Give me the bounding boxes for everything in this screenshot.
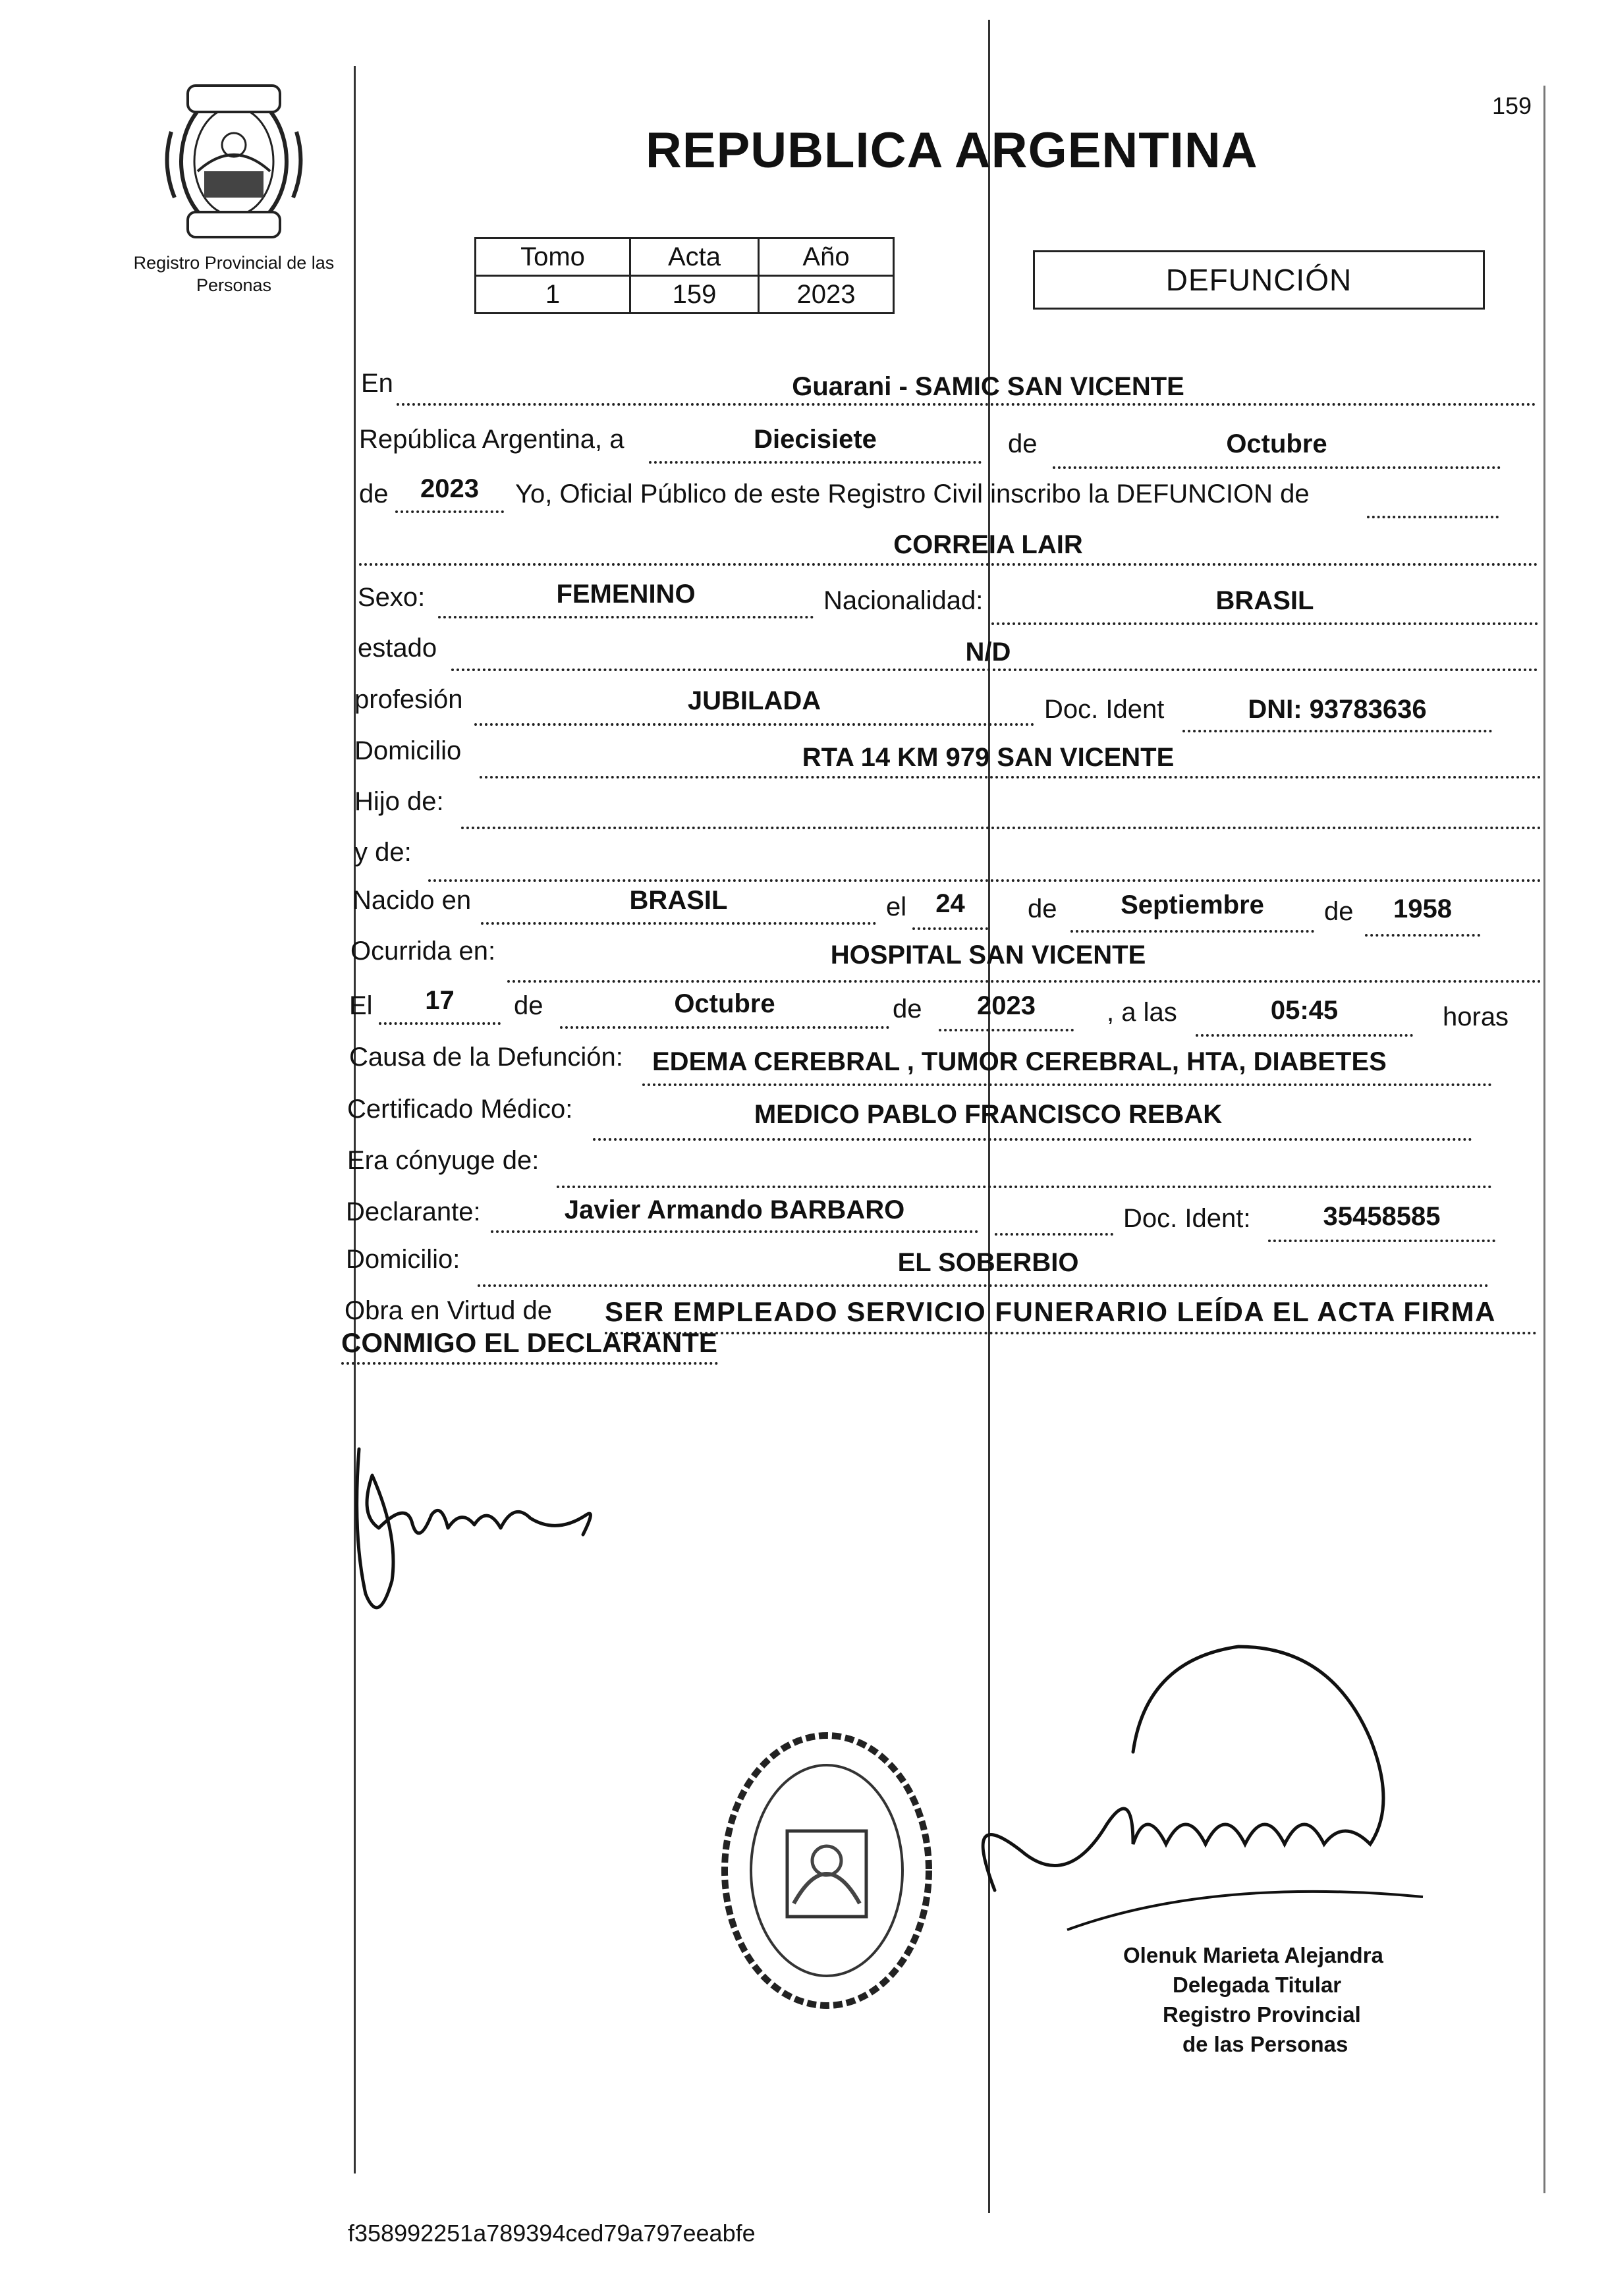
dotline-mes <box>1053 466 1501 469</box>
label-causa: Causa de la Defunción: <box>349 1043 623 1072</box>
stamp-official-name: Olenuk Marieta Alejandra <box>1123 1943 1383 1967</box>
stamp-registry-line1: Registro Provincial <box>1163 2002 1361 2027</box>
label-de-def-anio: de <box>893 995 922 1024</box>
dotline-hijo-de <box>461 827 1541 829</box>
value-certificado: MEDICO PABLO FRANCISCO REBAK <box>754 1100 1223 1129</box>
dotline-y-de <box>428 879 1541 882</box>
dotline-hora <box>1196 1034 1413 1037</box>
province-seal <box>158 72 310 244</box>
label-estado: estado <box>358 634 437 663</box>
label-el: el <box>886 892 907 921</box>
value-domicilio: RTA 14 KM 979 SAN VICENTE <box>802 743 1175 772</box>
dotline-estado <box>451 669 1538 671</box>
value-domicilio-declarante: EL SOBERBIO <box>897 1248 1079 1277</box>
dotline-obra-line2 <box>341 1362 718 1365</box>
label-hijo-de: Hijo de: <box>354 787 444 816</box>
dotline-causa <box>642 1083 1492 1086</box>
dotline-nacionalidad <box>991 622 1538 625</box>
dotline-nac-mes <box>1070 930 1314 933</box>
tomo-acta-anio-table <box>474 237 895 314</box>
header-anio: Año <box>759 238 894 276</box>
label-ocurrida-en: Ocurrida en: <box>350 937 496 966</box>
dotline-def-mes <box>560 1026 889 1029</box>
dotline-ocurrida-en <box>507 980 1541 983</box>
registry-label: Registro Provincial de las Personas <box>133 253 335 295</box>
value-obra-line2: CONMIGO EL DECLARANTE <box>341 1327 717 1358</box>
declarant-signature <box>333 1436 609 1633</box>
dotline-domicilio <box>480 776 1541 779</box>
value-tomo: 1 <box>476 276 630 314</box>
label-domicilio-declarante: Domicilio: <box>346 1245 460 1274</box>
value-nac-anio: 1958 <box>1393 894 1452 923</box>
label-obra-en-virtud: Obra en Virtud de <box>345 1296 553 1325</box>
label-de-nac-anio: de <box>1324 897 1354 926</box>
value-mes: Octubre <box>1226 429 1327 458</box>
label-de-nac-mes: de <box>1028 894 1057 923</box>
table-header-row <box>476 238 894 276</box>
dotline-nombre-end <box>1367 516 1499 518</box>
label-el-cap: El <box>349 991 373 1020</box>
dotline-nac-dia <box>912 927 988 930</box>
label-conyuge: Era cónyuge de: <box>347 1146 540 1175</box>
value-nacionalidad: BRASIL <box>1215 586 1314 615</box>
value-estado: N/D <box>965 638 1011 667</box>
dotline-certificado <box>593 1138 1472 1141</box>
page-title: REPUBLICA ARGENTINA <box>646 123 1258 178</box>
value-anio: 2023 <box>420 474 479 503</box>
value-nac-dia: 24 <box>935 889 965 918</box>
value-doc-ident: DNI: 93783636 <box>1248 695 1427 724</box>
value-nac-mes: Septiembre <box>1121 890 1264 919</box>
label-de-def-mes: de <box>514 991 543 1020</box>
value-anio: 2023 <box>759 276 894 314</box>
value-declarante: Javier Armando BARBARO <box>564 1195 905 1224</box>
dotline-declarante-gap <box>995 1233 1113 1236</box>
label-horas: horas <box>1443 1002 1509 1031</box>
value-dia-texto: Diecisiete <box>754 425 877 454</box>
value-declarante-doc: 35458585 <box>1323 1202 1441 1231</box>
label-yo-oficial: Yo, Oficial Público de este Registro Civil inscribo la DEFUNCION de <box>515 479 1310 508</box>
dotline-obra-line1 <box>605 1332 1537 1334</box>
dotline-nombre <box>359 563 1538 566</box>
value-acta: 159 <box>630 276 759 314</box>
dotline-dia <box>649 461 982 464</box>
value-def-dia: 17 <box>425 986 455 1015</box>
label-y-de: y de: <box>354 838 412 867</box>
label-de-anio: de <box>359 479 389 508</box>
label-sexo: Sexo: <box>358 583 426 612</box>
label-certificado: Certificado Médico: <box>347 1095 573 1124</box>
dotline-domicilio-declarante <box>478 1284 1489 1287</box>
label-nacido-en: Nacido en <box>352 886 472 915</box>
dotline-nacido-en <box>481 922 876 925</box>
stamp-official-title: Delegada Titular <box>1173 1973 1342 1997</box>
table-value-row <box>476 276 894 314</box>
value-sexo: FEMENINO <box>556 580 696 609</box>
official-signature <box>935 1607 1476 1976</box>
value-def-anio: 2023 <box>977 991 1036 1020</box>
label-doc-ident: Doc. Ident <box>1044 695 1165 724</box>
value-hora: 05:45 <box>1270 996 1339 1025</box>
label-profesion: profesión <box>354 685 463 714</box>
value-lugar: Guarani - SAMIC SAN VICENTE <box>792 372 1184 401</box>
record-type-box: DEFUNCIÓN <box>1033 250 1485 310</box>
dotline-def-anio <box>939 1029 1074 1031</box>
dotline-def-dia <box>379 1022 501 1025</box>
stamp-registry-line2: de las Personas <box>1182 2032 1348 2056</box>
official-stamp <box>715 1726 939 2015</box>
label-declarante: Declarante: <box>346 1197 481 1226</box>
value-ocurrida-en: HOSPITAL SAN VICENTE <box>830 941 1146 970</box>
header-tomo: Tomo <box>476 238 630 276</box>
label-de-mes: de <box>1008 429 1038 458</box>
value-profesion: JUBILADA <box>687 686 821 715</box>
right-margin-rule <box>1543 86 1545 2193</box>
dotline-declarante <box>491 1230 978 1233</box>
value-obra-line1: SER EMPLEADO SERVICIO FUNERARIO LEÍDA EL ACTA FIRMA <box>605 1296 1496 1327</box>
value-causa: EDEMA CEREBRAL , TUMOR CEREBRAL, HTA, DIABETES <box>652 1047 1387 1076</box>
dotline-sexo <box>438 616 814 618</box>
dotline-doc-ident <box>1182 730 1492 732</box>
label-a-las: , a las <box>1107 998 1177 1027</box>
label-republica-a: República Argentina, a <box>359 425 625 454</box>
label-doc-ident-declarante: Doc. Ident: <box>1123 1204 1251 1233</box>
value-def-mes: Octubre <box>674 989 775 1018</box>
label-en: En <box>361 369 393 398</box>
dotline-conyuge <box>557 1186 1492 1188</box>
header-acta: Acta <box>630 238 759 276</box>
dotline-lugar <box>397 403 1536 406</box>
value-nacido-en: BRASIL <box>629 886 728 915</box>
dotline-declarante-doc <box>1268 1240 1495 1242</box>
label-nacionalidad: Nacionalidad: <box>823 586 984 615</box>
dotline-anio <box>395 510 504 513</box>
label-domicilio: Domicilio <box>354 736 462 765</box>
value-nombre: CORREIA LAIR <box>893 530 1083 559</box>
dotline-nac-anio <box>1365 934 1480 937</box>
document-hash: f358992251a789394ced79a797eeabfe <box>348 2220 756 2247</box>
dotline-profesion <box>474 723 1034 726</box>
page-number: 159 <box>1492 92 1532 119</box>
